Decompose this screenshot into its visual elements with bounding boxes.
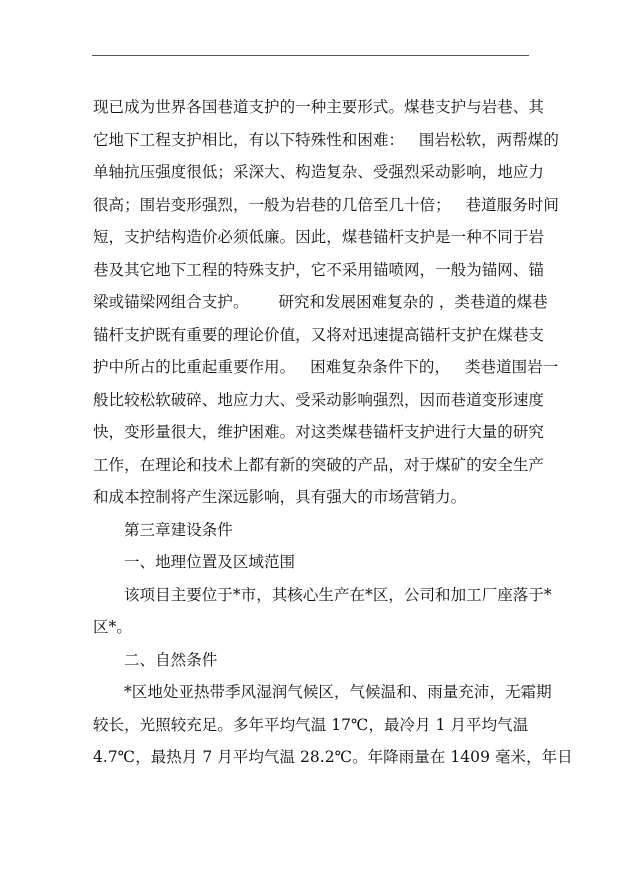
body-line-12: 工作，在理论和技术上都有新的突破的产品，对于煤矿的安全生产: [93, 455, 544, 474]
body-line-1: 现已成为世界各国巷道支护的一种主要形式。煤巷支护与岩巷、其: [93, 98, 544, 116]
body-line-8: 锚杆支护既有重要的理论价值，又将对迅速提高锚杆支护在煤巷支: [93, 325, 544, 344]
body-line-2: 它地下工程支护相比，有以下特殊性和困难： 围岩松软，两帮煤的: [93, 130, 559, 149]
body-line-9: 护中所占的比重起重要作用。 困难复杂条件下的， 类巷道围岩一: [93, 358, 559, 376]
body-line-21: 4.7℃，最热月 7 月平均气温 28.2℃。年降雨量在 1409 毫米，年日: [93, 748, 573, 766]
body-line-3: 单轴抗压强度很低；采深大、构造复杂、受强烈采动影响，地应力: [93, 163, 544, 181]
body-line-7: 梁或锚梁网组合支护。 研究和发展困难复杂的 ，类巷道的煤巷: [93, 293, 548, 311]
body-line-13: 和成本控制将产生深远影响，具有强大的市场营销力。: [93, 488, 467, 506]
body-line-16: 该项目主要位于*市，其核心生产在*区，公司和加工厂座落于*: [124, 585, 552, 604]
body-line-20: 较长，光照较充足。多年平均气温 17℃，最冷月 1 月平均气温: [93, 715, 529, 734]
chapter-heading: 第三章建设条件: [124, 520, 233, 539]
body-line-10: 般比较松软破碎、地应力大、受采动影响强烈，因而巷道变形速度: [93, 390, 544, 409]
document-body: [93, 91, 573, 774]
section-heading-2: 二、自然条件: [124, 650, 218, 669]
body-line-6: 巷及其它地下工程的特殊支护，它不采用锚喷网，一般为锚网、锚: [93, 260, 544, 279]
header-rule: [92, 55, 529, 56]
body-line-17: 区*。: [93, 618, 132, 636]
body-line-11: 快，变形量很大，维护困难。对这类煤巷锚杆支护进行大量的研究: [93, 423, 544, 441]
body-line-5: 短，支护结构造价必须低廉。因此，煤巷锚杆支护是一种不同于岩: [93, 228, 544, 246]
section-heading-1: 一、地理位置及区域范围: [124, 553, 296, 571]
body-line-4: 很高；围岩变形强烈，一般为岩巷的几倍至几十倍； 巷道服务时间: [93, 195, 559, 214]
body-line-19: *区地处亚热带季风湿润气候区，气候温和、雨量充沛，无霜期: [124, 683, 552, 701]
